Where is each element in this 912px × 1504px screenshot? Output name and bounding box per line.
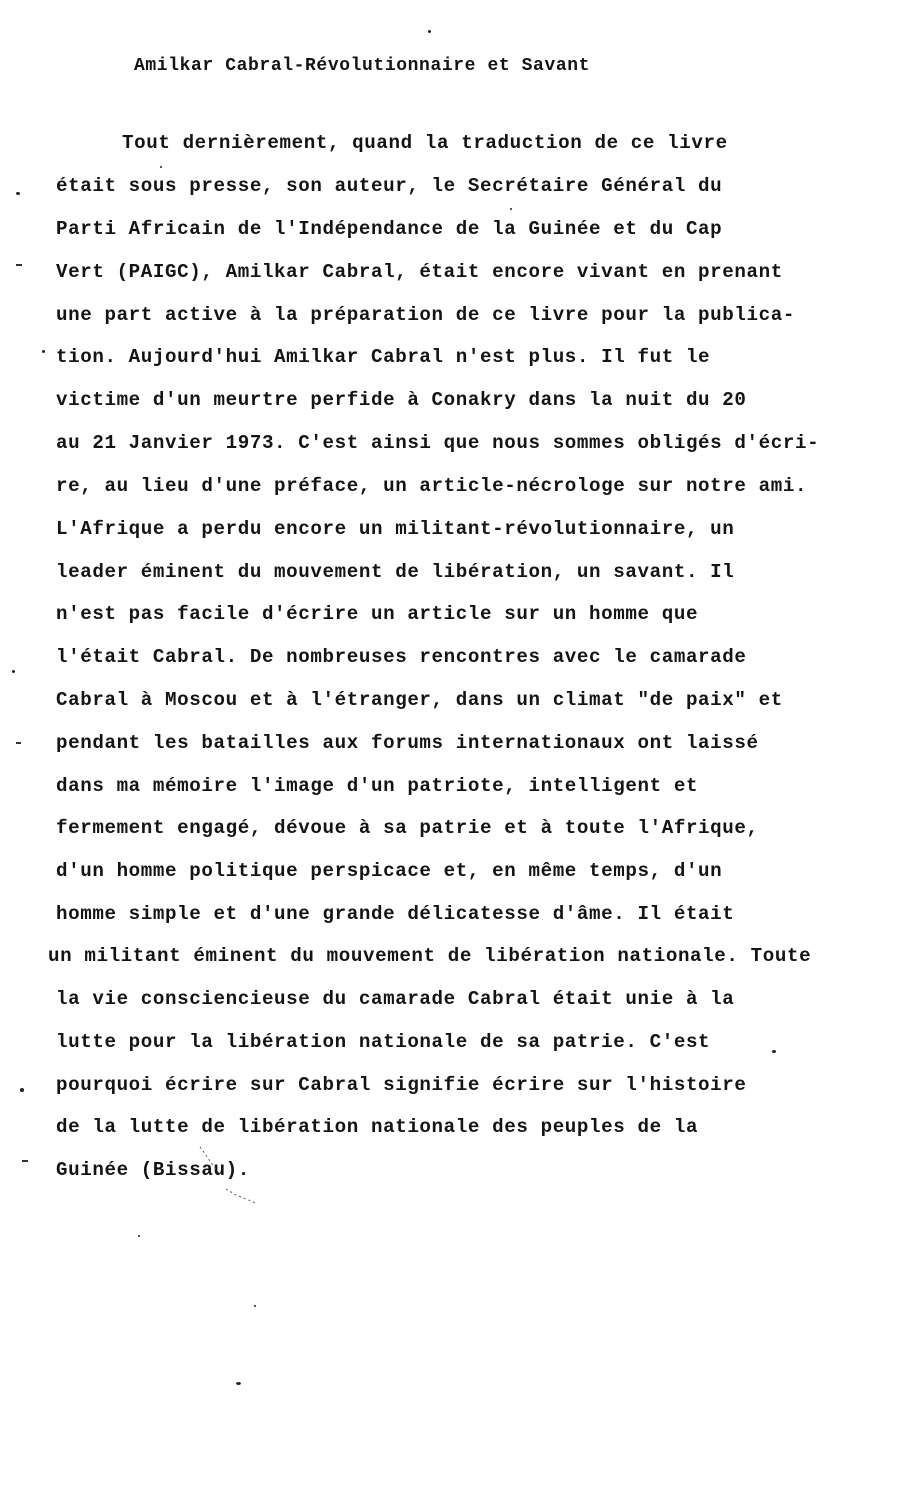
text-line: Vert (PAIGC), Amilkar Cabral, était encore vivant en prenant: [56, 261, 783, 283]
scan-speck: [510, 208, 512, 210]
text-line: l'était Cabral. De nombreuses rencontres avec le camarade: [56, 646, 747, 668]
scan-speck: [42, 350, 45, 353]
scan-speck: [428, 30, 431, 33]
document-title: Amilkar Cabral-Révolutionnaire et Savant: [134, 56, 591, 76]
scan-mark: [22, 1160, 28, 1162]
scan-speck: [236, 1382, 241, 1385]
text-line: L'Afrique a perdu encore un militant-révolutionnaire, un: [56, 518, 735, 540]
scan-scratch: [196, 1145, 286, 1215]
text-line: n'est pas facile d'écrire un article sur un homme que: [56, 603, 699, 625]
scan-speck: [138, 1235, 140, 1237]
text-line: homme simple et d'une grande délicatesse d'âme. Il était: [56, 903, 735, 925]
text-line: re, au lieu d'une préface, un article-nécrologe sur notre ami.: [56, 475, 808, 497]
text-line: de la lutte de libération nationale des peuples de la: [56, 1116, 699, 1138]
text-line: pendant les batailles aux forums internationaux ont laissé: [56, 732, 759, 754]
text-line: Guinée (Bissau).: [56, 1159, 250, 1181]
scan-mark: [16, 264, 22, 266]
text-line: au 21 Janvier 1973. C'est ainsi que nous sommes obligés d'écri-: [56, 432, 820, 454]
text-line: dans ma mémoire l'image d'un patriote, intelligent et: [56, 775, 699, 797]
text-line: la vie consciencieuse du camarade Cabral était unie à la: [56, 988, 735, 1010]
text-line: Tout dernièrement, quand la traduction de ce livre: [122, 132, 728, 154]
text-line: leader éminent du mouvement de libération, un savant. Il: [56, 561, 735, 583]
text-line: une part active à la préparation de ce livre pour la publica-: [56, 304, 795, 326]
scan-speck: [254, 1305, 256, 1307]
text-line: un militant éminent du mouvement de libération nationale. Toute: [48, 945, 812, 967]
text-line: d'un homme politique perspicace et, en même temps, d'un: [56, 860, 723, 882]
scan-mark: [16, 742, 21, 744]
scan-speck: [20, 1088, 24, 1092]
scan-speck: [160, 166, 162, 168]
text-line: victime d'un meurtre perfide à Conakry dans la nuit du 20: [56, 389, 747, 411]
text-line: était sous presse, son auteur, le Secrétaire Général du: [56, 175, 723, 197]
scan-speck: [12, 670, 15, 673]
text-line: Cabral à Moscou et à l'étranger, dans un climat "de paix" et: [56, 689, 783, 711]
text-line: pourquoi écrire sur Cabral signifie écrire sur l'histoire: [56, 1074, 747, 1096]
text-line: fermement engagé, dévoue à sa patrie et à toute l'Afrique,: [56, 817, 759, 839]
text-line: Parti Africain de l'Indépendance de la Guinée et du Cap: [56, 218, 723, 240]
scan-speck: [772, 1050, 776, 1053]
text-line: tion. Aujourd'hui Amilkar Cabral n'est plus. Il fut le: [56, 346, 711, 368]
scan-speck: [16, 192, 20, 195]
text-line: lutte pour la libération nationale de sa patrie. C'est: [56, 1031, 711, 1053]
